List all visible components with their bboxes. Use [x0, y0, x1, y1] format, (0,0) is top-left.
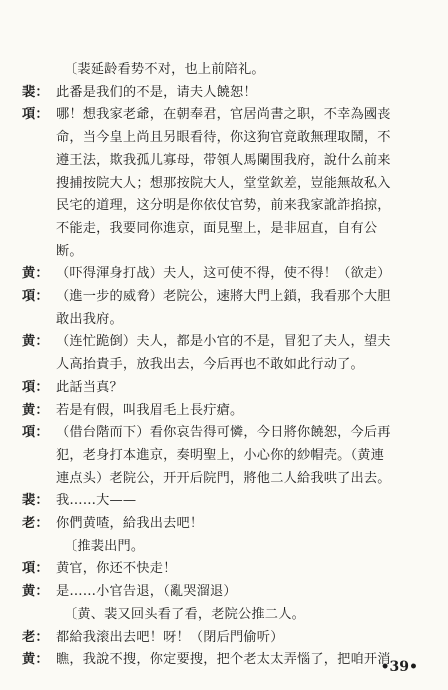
speech-text: 黄官，你还不快走！	[56, 561, 177, 577]
speaker-label: 黄：	[22, 652, 49, 668]
speech-continuation: 命，当今皇上尚且另眼看待，你这狗官竟敢無理取鬧，不	[56, 130, 391, 146]
speaker-label: 黄：	[22, 334, 49, 350]
speaker-label: 裴：	[22, 493, 49, 509]
speech-text: 此番是我们的不是，请夫人饒恕！	[56, 84, 257, 100]
page-number: •39•	[380, 659, 418, 675]
stage-direction: 〔裴延龄看势不对，也上前陪礼。	[64, 62, 265, 77]
speaker-label: 黄：	[22, 266, 49, 282]
speech-continuation: 断。	[56, 243, 83, 259]
speech-text: 瞧，我說不搜，你定要搜，把个老太太弄惱了，把咱开消	[56, 652, 391, 668]
speaker-label: 項：	[22, 425, 49, 441]
speaker-label: 項：	[22, 379, 49, 395]
stage-direction: 〔黄、裴又回头看了看，老院公推二人。	[64, 606, 305, 622]
speech-text: 都給我滚出去吧！呀！（閉后門偷听）	[56, 629, 284, 645]
speech-continuation: 人高抬貴手，放我出去，今后再也不敢如此行动了。	[56, 357, 364, 373]
speaker-label: 項：	[22, 561, 49, 577]
speech-text: （连忙跪倒）夫人，都是小官的不是，冒犯了夫人，望夫	[56, 334, 391, 350]
speech-continuation: 犯，老身打本進京，奏明聖上，小心你的紗帽壳。（黄連	[56, 447, 385, 463]
speech-continuation: 遵王法，欺我孤儿寡母，带領人馬闌围我府，說什么前来	[56, 152, 391, 168]
speaker-label: 項：	[22, 107, 49, 123]
speech-text: 哪！想我家老爺，在朝奉君，官居尚書之职，不幸為國丧	[56, 107, 391, 123]
speech-text: 是……小官告退，（亂哭溜退）	[56, 584, 237, 600]
speech-continuation: 民宅的道理，这分明是你依仗官势，前来我家訛詐掐掠，	[56, 198, 391, 214]
speaker-label: 項：	[22, 289, 49, 304]
speech-text: （進一步的威脅）老院公，速將大門上鎖，我看那个大胆	[56, 289, 391, 304]
speaker-label: 老：	[22, 629, 49, 645]
speech-text: 此話当真？	[56, 379, 123, 395]
speech-continuation: 連点头）老院公，开开后院門，將他二人給我哄了出去。	[56, 470, 391, 486]
speaker-label: 裴：	[22, 84, 49, 100]
speech-text: （吓得渾身打战）夫人，这可使不得，使不得！（欲走）	[56, 266, 391, 282]
speech-text: 你們黄喳，給我出去吧！	[56, 516, 204, 531]
speaker-label: 老：	[22, 516, 49, 531]
speech-continuation: 敢出我府。	[56, 311, 123, 327]
stage-direction: 〔推裴出門。	[64, 538, 145, 554]
speech-text: 我……大——	[56, 493, 137, 509]
speech-continuation: 搜捕按院大人；想那按院大人，堂堂欽差，豈能無故私入	[56, 175, 391, 191]
speaker-label: 黄：	[22, 584, 49, 600]
speech-text: 若是有假，叫我眉毛上長疔瘡。	[56, 402, 244, 418]
speaker-label: 黄：	[22, 402, 49, 418]
speech-text: （借台階而下）看你哀告得可憐，今日將你饒恕，今后再	[56, 425, 391, 441]
speech-continuation: 不能走，我要同你進京，面見聖上，是非屈直，自有公	[56, 220, 378, 236]
